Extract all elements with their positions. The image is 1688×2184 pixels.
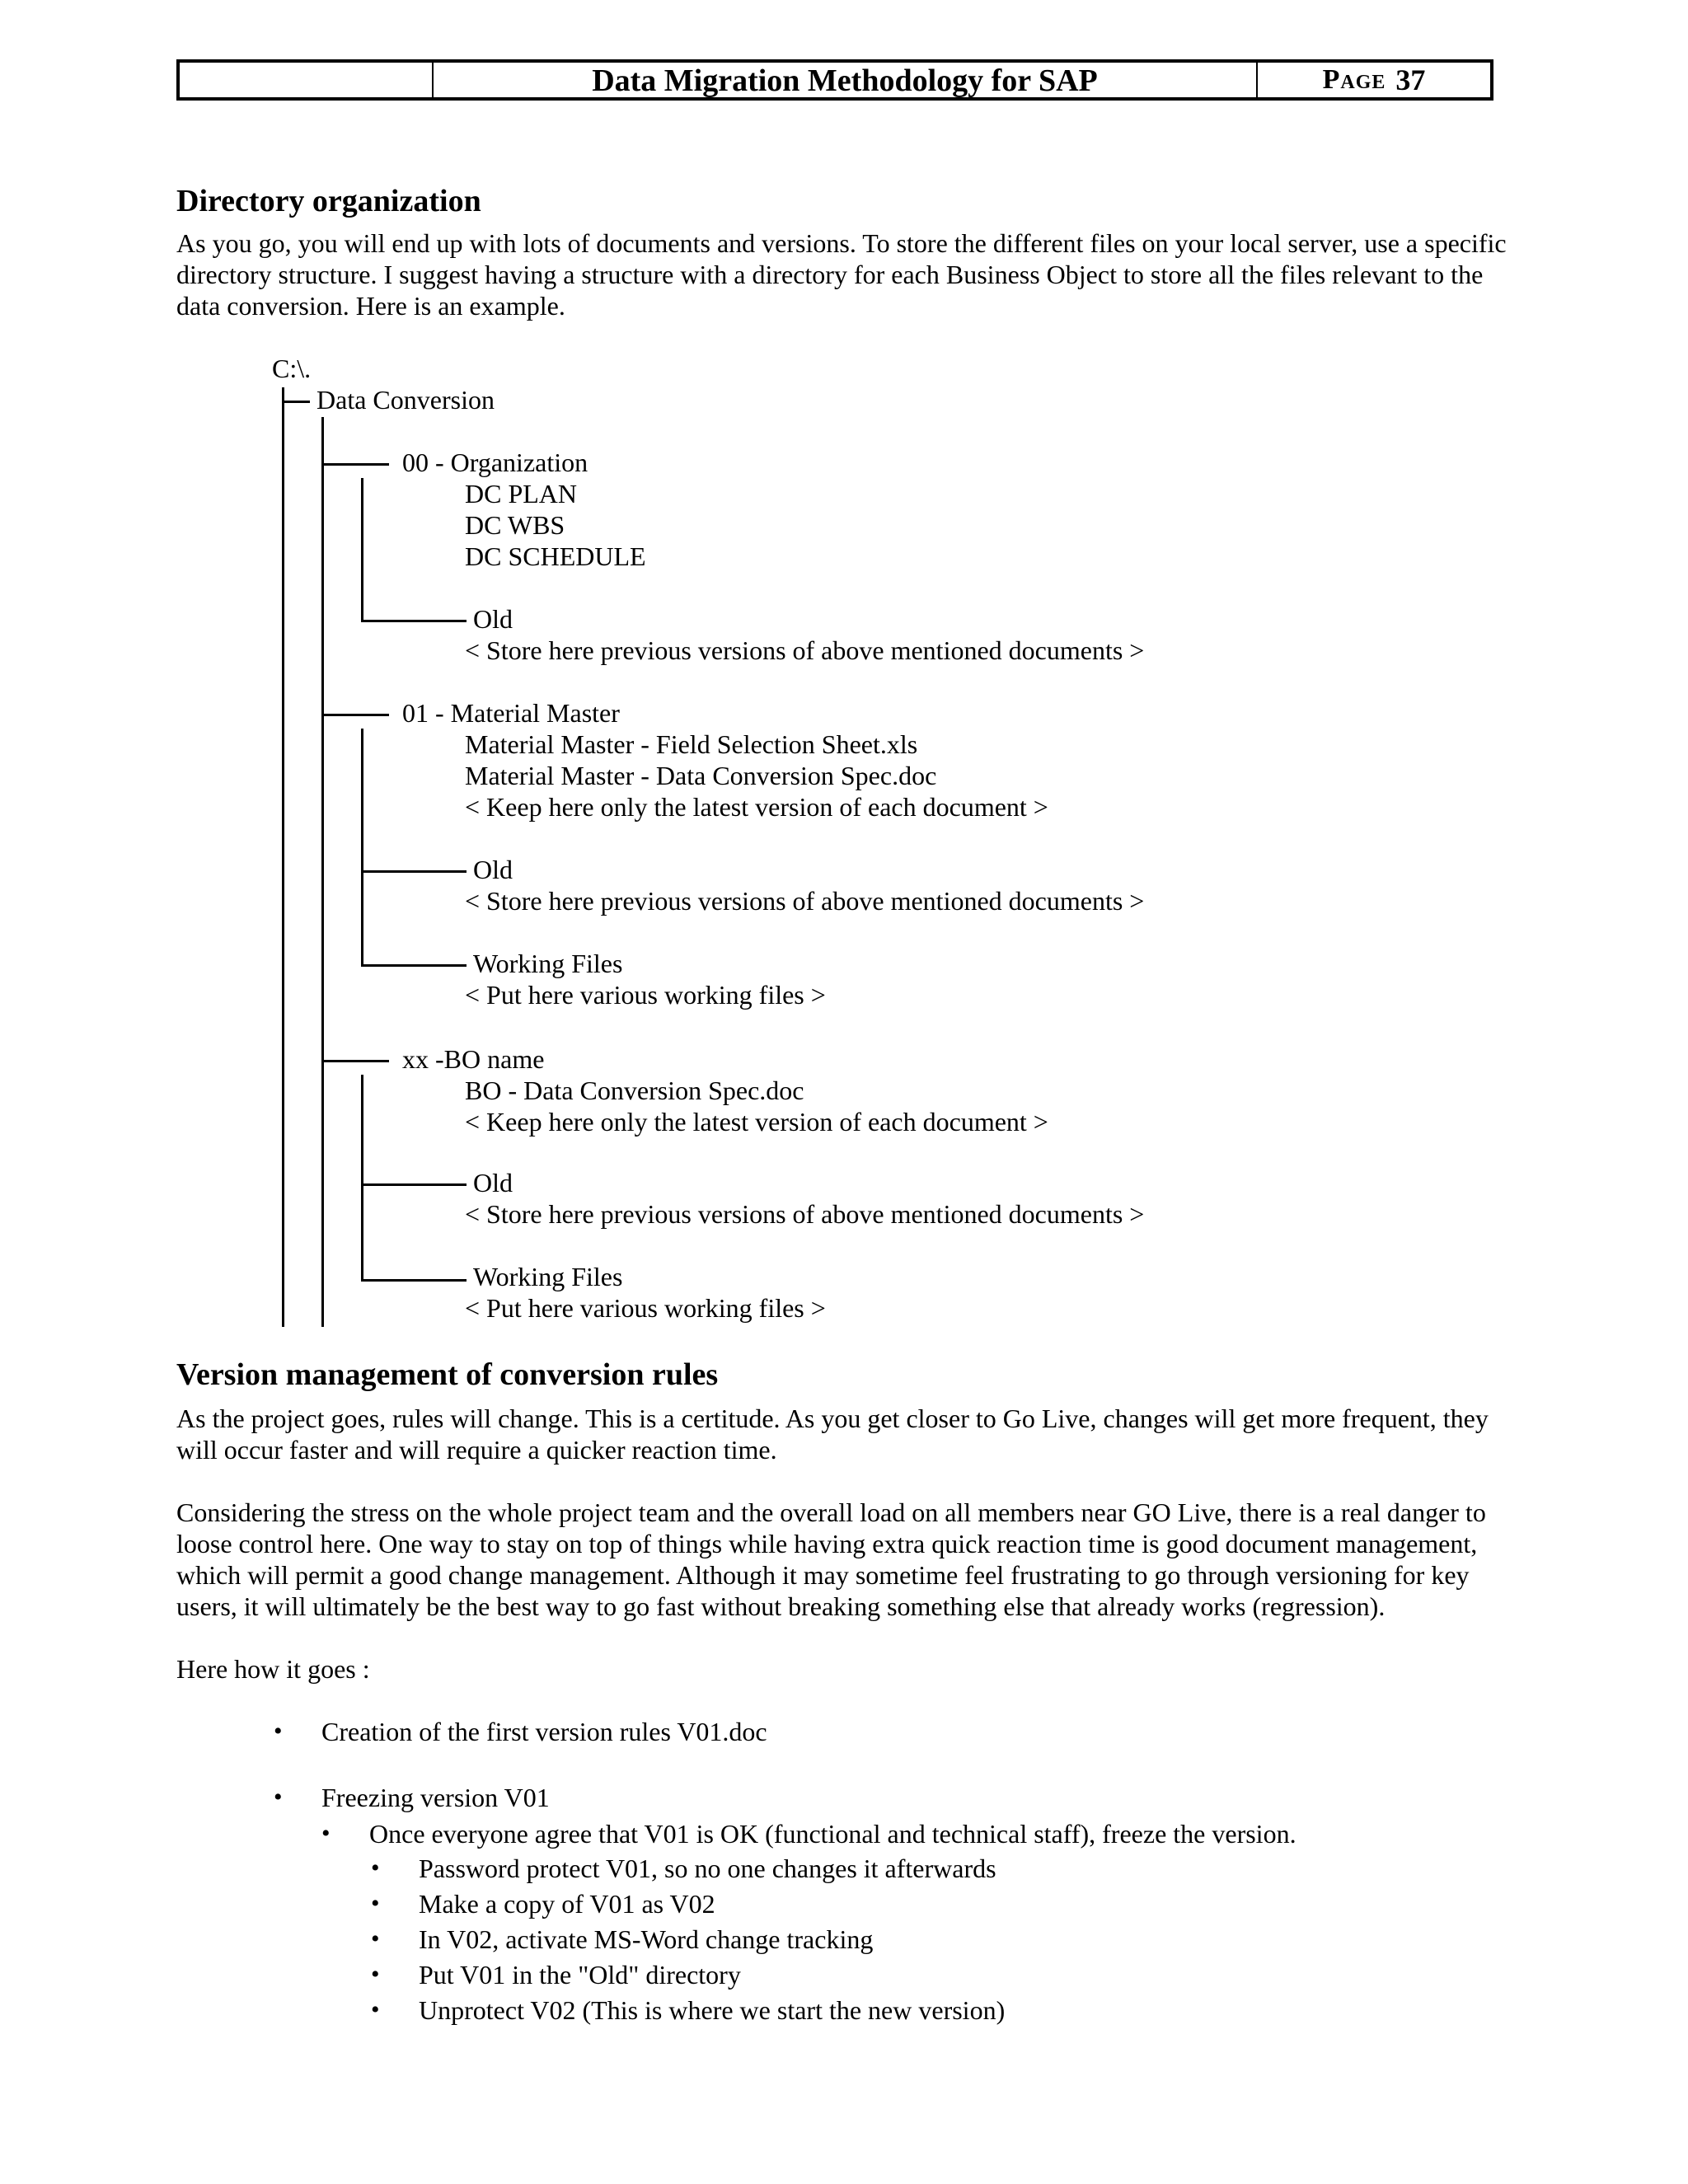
tree-org-old-label: Old [473,604,513,634]
bullet-glyph: • [371,1890,380,1917]
directory-intro-paragraph: As you go, you will end up with lots of documents and versions. To store the different files on your local server, use a specific directory structure. I suggest having a structure with a directory for each Business Object to store all the files relevant to the data conversion. Here is an example. [176,228,1507,321]
tree-bo-note: < Keep here only the latest version of each document > [465,1107,1048,1137]
tree-line-bo-old-branch [361,1183,467,1186]
list-item [274,1716,767,1747]
bullet-glyph: • [274,1783,283,1811]
tree-line-material-branch [321,714,389,716]
tree-line-bo-branch [321,1060,389,1062]
tree-material-working-label: Working Files [473,949,623,978]
page-label: Page [1322,64,1386,95]
version-paragraph-1: As the project goes, rules will change. This is a certitude. As you get closer to Go Live, changes will get more frequent, they will occur faster and will require a quicker reaction time. [176,1404,1489,1465]
tree-line-material-old-branch [361,870,467,873]
tree-line-data-conversion-trunk [321,417,324,1327]
tree-material-folder-label: 01 - Material Master [402,698,620,728]
tree-bo-old-label: Old [473,1168,513,1197]
tree-data-conversion-label: Data Conversion [316,385,495,415]
tree-line-org-trunk [361,478,363,621]
page-header [176,59,1493,101]
tree-org-file: DC WBS [465,510,565,540]
tree-material-file: Material Master - Data Conversion Spec.doc [465,761,937,790]
tree-line-material-trunk [361,729,363,966]
bullet-glyph: • [371,1854,380,1882]
page-indicator [1258,63,1490,97]
list-item-text: Freezing version V01 [321,1783,550,1812]
tree-line-org-branch [321,463,389,466]
tree-org-old-note: < Store here previous versions of above mentioned documents > [465,635,1145,665]
tree-line-bo-trunk [361,1075,363,1281]
tree-line-bo-working-branch [361,1279,467,1282]
list-item [371,1959,741,1990]
tree-org-file: DC PLAN [465,479,578,509]
list-item [371,1994,1006,2026]
list-item [371,1888,715,1919]
tree-bo-folder-label: xx -BO name [402,1044,545,1074]
tree-root-label: C:\. [272,354,312,383]
tree-bo-old-note: < Store here previous versions of above mentioned documents > [465,1199,1145,1229]
list-item [321,1818,1296,1849]
tree-line-root-trunk [282,387,284,1327]
list-item-text: Unprotect V02 (This is where we start the new version) [419,1995,1006,2025]
bullet-glyph: • [274,1718,283,1745]
list-item [371,1853,996,1884]
tree-material-old-label: Old [473,855,513,884]
list-item [274,1782,550,1813]
tree-bo-working-label: Working Files [473,1262,623,1291]
list-item-text: Put V01 in the "Old" directory [419,1960,741,1990]
version-paragraph-3: Here how it goes : [176,1654,370,1684]
section-heading-version-management: Version management of conversion rules [176,1357,719,1392]
document-title: Data Migration Methodology for SAP [434,63,1258,97]
tree-material-old-note: < Store here previous versions of above mentioned documents > [465,886,1145,916]
tree-line-material-working-branch [361,964,467,967]
header-left-cell [180,63,434,97]
tree-bo-working-note: < Put here various working files > [465,1293,826,1323]
bullet-glyph: • [371,1996,380,2023]
tree-line-data-conversion-branch [282,401,310,403]
page-number: 37 [1395,63,1426,96]
tree-material-file: Material Master - Field Selection Sheet.xls [465,729,918,759]
tree-material-note: < Keep here only the latest version of each document > [465,792,1048,822]
list-item-text: Creation of the first version rules V01.doc [321,1717,767,1746]
bullet-glyph: • [371,1925,380,1952]
tree-line-org-old-branch [361,620,467,622]
list-item-text: Make a copy of V01 as V02 [419,1889,715,1919]
bullet-glyph: • [321,1820,331,1847]
tree-org-folder-label: 00 - Organization [402,448,588,477]
tree-org-file: DC SCHEDULE [465,541,646,571]
list-item [371,1924,874,1955]
tree-bo-file: BO - Data Conversion Spec.doc [465,1076,804,1105]
bullet-glyph: • [371,1961,380,1988]
tree-material-working-note: < Put here various working files > [465,980,826,1010]
list-item-text: Password protect V01, so no one changes it afterwards [419,1854,996,1883]
list-item-text: In V02, activate MS-Word change tracking [419,1924,874,1954]
section-heading-directory-organization: Directory organization [176,184,481,218]
list-item-text: Once everyone agree that V01 is OK (functional and technical staff), freeze the version. [369,1819,1296,1849]
version-paragraph-2: Considering the stress on the whole project team and the overall load on all members near GO Live, there is a real danger to loose control here. One way to stay on top of things while having extra quick reaction time is good document management, which will permit a good change management. Although it may sometime feel frustrating to go through versioning for key users, it will ultimately be the best way to go fast without breaking something else that already works (regression). [176,1497,1486,1621]
